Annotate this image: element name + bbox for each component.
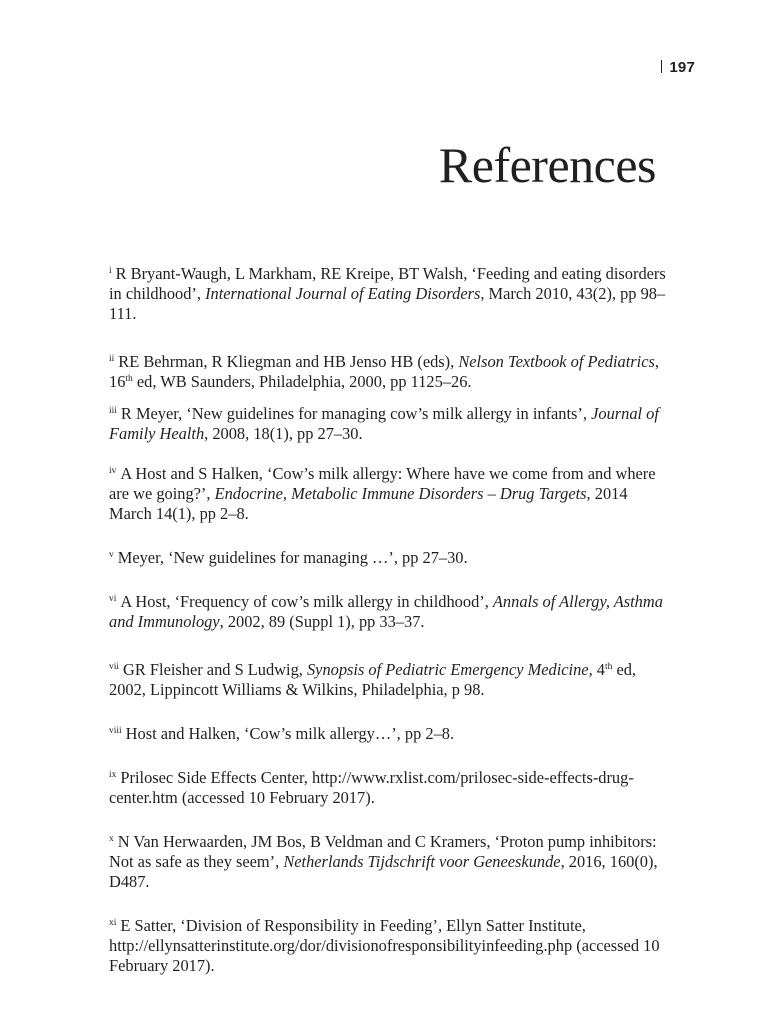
reference-marker: iv	[109, 466, 117, 476]
reference-marker: vi	[109, 594, 117, 604]
reference-item	[109, 832, 669, 892]
reference-text: , 2002, 89 (Suppl 1), pp 33–37.	[219, 612, 425, 631]
ordinal-suffix: th	[125, 374, 133, 384]
reference-marker: ix	[109, 770, 117, 780]
reference-title: Endocrine, Metabolic Immune Disorders – Drug Targets	[214, 484, 587, 503]
reference-item	[109, 768, 669, 808]
reference-text: , 16	[109, 352, 659, 391]
reference-title: International Journal of Eating Disorders	[205, 284, 481, 303]
reference-item	[109, 352, 669, 392]
reference-text: , 2014 March 14(1), pp 2–8.	[109, 484, 628, 523]
reference-text: , 4	[588, 660, 605, 679]
reference-list	[109, 264, 669, 976]
reference-item	[109, 660, 669, 700]
reference-item	[109, 592, 669, 632]
reference-title: Netherlands Tijdschrift voor Geneeskunde	[283, 852, 561, 871]
reference-text: E Satter, ‘Division of Responsibility in Feeding’, Ellyn Satter Institute, http://ellynsatterinstitute.org/dor/divisionofresponsibilityinfeeding.php (accessed 10 February 2017).	[109, 916, 660, 975]
reference-marker: i	[109, 266, 112, 276]
reference-marker: v	[109, 550, 114, 560]
reference-item	[109, 548, 669, 568]
page-title: References	[438, 137, 656, 193]
page-number-text: 197	[669, 59, 695, 76]
reference-text: R Meyer, ‘New guidelines for managing cow’s milk allergy in infants’,	[120, 404, 592, 423]
reference-marker: x	[109, 834, 114, 844]
reference-marker: xi	[109, 918, 117, 928]
reference-text: Meyer, ‘New guidelines for managing …’, pp 27–30.	[117, 548, 468, 567]
reference-text: N Van Herwaarden, JM Bos, B Veldman and C Kramers, ‘Proton pump inhibitors: Not as safe as they seem’,	[109, 832, 657, 871]
reference-text: A Host, ‘Frequency of cow’s milk allergy in childhood’,	[120, 592, 493, 611]
reference-item	[109, 264, 669, 324]
reference-text: ed, 2002, Lippincott Williams & Wilkins, Philadelphia, p 98.	[109, 660, 637, 699]
reference-text: RE Behrman, R Kliegman and HB Jenso HB (eds),	[118, 352, 459, 371]
reference-text: , March 2010, 43(2), pp 98–111.	[109, 284, 666, 323]
reference-text: R Bryant-Waugh, L Markham, RE Kreipe, BT Walsh, ‘Feeding and eating disorders in childhood’,	[109, 264, 666, 303]
reference-marker: vii	[109, 662, 120, 672]
folio-divider	[661, 60, 662, 73]
reference-text: ed, WB Saunders, Philadelphia, 2000, pp 1125–26.	[132, 372, 472, 391]
reference-item	[109, 404, 669, 444]
reference-text: , 2008, 18(1), pp 27–30.	[204, 424, 363, 443]
reference-item	[109, 724, 669, 744]
reference-title: Synopsis of Pediatric Emergency Medicine	[306, 660, 589, 679]
page-number	[661, 59, 695, 76]
reference-text: Prilosec Side Effects Center, http://www.rxlist.com/prilosec-side-effects-drug-center.htm (accessed 10 February 2017).	[109, 768, 634, 807]
reference-title: Journal of Family Health	[109, 404, 659, 443]
reference-title: Annals of Allergy, Asthma and Immunology	[109, 592, 663, 631]
reference-marker: ii	[109, 354, 115, 364]
reference-text: Host and Halken, ‘Cow’s milk allergy…’, pp 2–8.	[125, 724, 455, 743]
reference-marker: iii	[109, 406, 117, 416]
reference-item	[109, 464, 669, 524]
reference-title: Nelson Textbook of Pediatrics	[458, 352, 655, 371]
reference-text: , 2016, 160(0), D487.	[109, 852, 658, 891]
reference-text: GR Fleisher and S Ludwig,	[123, 660, 307, 679]
reference-marker: viii	[109, 726, 122, 736]
reference-text: A Host and S Halken, ‘Cow’s milk allergy: Where have we come from and where are we going?’,	[109, 464, 656, 503]
reference-item	[109, 916, 669, 976]
ordinal-suffix: th	[604, 662, 613, 672]
